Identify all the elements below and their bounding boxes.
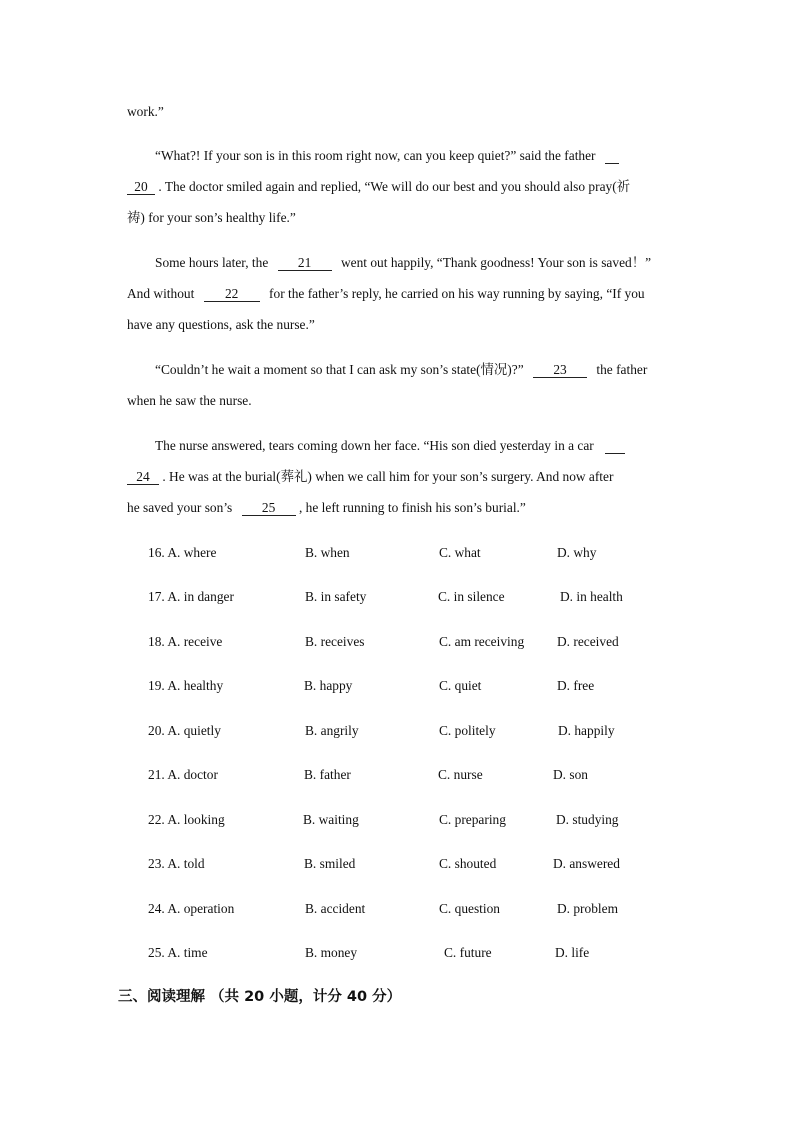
question-number: 22. A. looking [148, 812, 225, 827]
passage-text: he saved your son’s [127, 500, 233, 515]
passage-line [127, 469, 613, 485]
option-c: C. politely [439, 723, 496, 738]
passage-line: have any questions, ask the nurse.” [127, 317, 315, 332]
passage-text: The nurse answered, tears coming down her face. “His son died yesterday in a car [155, 438, 594, 453]
blank-23: 23 [533, 363, 587, 378]
passage-line [127, 286, 645, 302]
option-d: D. life [555, 945, 590, 960]
option-a: A. told [167, 856, 205, 871]
passage-line [127, 500, 526, 516]
question-number: 24. A. operation [148, 901, 235, 916]
option-c: C. in silence [438, 589, 505, 604]
question-number: 16. A. where [148, 545, 217, 560]
option-d: D. studying [556, 812, 619, 827]
passage-text: “What?! If your son is in this room right now, can you keep quiet?” said the father [155, 148, 596, 163]
option-b: B. smiled [304, 856, 356, 871]
option-a: A. in danger [167, 589, 234, 604]
option-d: D. problem [557, 901, 618, 916]
question-number: 17. A. in danger [148, 589, 234, 604]
option-d: D. happily [558, 723, 615, 738]
passage-text: went out happily, “Thank goodness! Your son is saved！” [340, 255, 652, 270]
passage-text: “Couldn’t he wait a moment so that I can ask my son’s state(情况)?” [155, 362, 524, 377]
section-heading: 三、阅读理解 （共 20 小题，计分 40 分） [118, 989, 402, 1005]
option-c: C. question [439, 901, 501, 916]
passage-text: . The doctor smiled again and replied, “We will do our best and you should also pray(祈 [158, 179, 631, 194]
passage-line: when he saw the nurse. [127, 393, 252, 408]
passage-line: 祷) for your son’s healthy life.” [127, 210, 296, 225]
option-a: A. time [167, 945, 208, 960]
blank-line [605, 149, 619, 164]
blank-20: 20 [127, 180, 155, 195]
passage-text: , he left running to finish his son’s burial.” [298, 500, 526, 515]
passage-line [155, 362, 647, 378]
blank-line [605, 439, 625, 454]
option-d: D. received [557, 634, 619, 649]
option-d: D. son [553, 767, 588, 782]
option-d: D. in health [560, 589, 623, 604]
blank-22: 22 [204, 287, 260, 302]
option-b: B. father [304, 767, 351, 782]
passage-text: And without [127, 286, 195, 301]
option-a: A. quietly [167, 723, 221, 738]
question-number: 21. A. doctor [148, 767, 218, 782]
option-c: C. preparing [439, 812, 506, 827]
question-number: 25. A. time [148, 945, 208, 960]
option-c: C. nurse [438, 767, 483, 782]
question-number: 20. A. quietly [148, 723, 221, 738]
option-a: A. operation [167, 901, 235, 916]
option-a: A. looking [167, 812, 225, 827]
option-b: B. accident [305, 901, 366, 916]
passage-text: the father [596, 362, 648, 377]
option-d: D. why [557, 545, 597, 560]
option-a: A. where [167, 545, 217, 560]
blank-21: 21 [278, 256, 332, 271]
option-b: B. money [305, 945, 358, 960]
passage-line: work.” [127, 104, 164, 119]
passage-text: for the father’s reply, he carried on his way running by saying, “If you [269, 286, 645, 301]
blank-25: 25 [242, 501, 296, 516]
passage-line [155, 148, 619, 164]
option-b: B. in safety [305, 589, 367, 604]
option-b: B. receives [305, 634, 365, 649]
passage-text: Some hours later, the [155, 255, 269, 270]
question-number: 23. A. told [148, 856, 205, 871]
option-c: C. quiet [439, 678, 482, 693]
option-b: B. happy [304, 678, 353, 693]
passage-line [155, 255, 651, 271]
option-a: A. healthy [167, 678, 224, 693]
blank-24: 24 [127, 470, 159, 485]
option-c: C. am receiving [439, 634, 525, 649]
passage-text: . He was at the burial(葬礼) when we call him for your son’s surgery. And now after [162, 469, 614, 484]
option-a: A. doctor [167, 767, 218, 782]
option-d: D. free [557, 678, 595, 693]
option-d: D. answered [553, 856, 620, 871]
passage-line [127, 179, 630, 195]
passage-line [155, 438, 625, 454]
question-number: 18. A. receive [148, 634, 223, 649]
option-b: B. angrily [305, 723, 359, 738]
option-c: C. future [444, 945, 492, 960]
option-b: B. waiting [303, 812, 359, 827]
option-c: C. what [439, 545, 481, 560]
option-c: C. shouted [439, 856, 497, 871]
question-number: 19. A. healthy [148, 678, 224, 693]
option-b: B. when [305, 545, 350, 560]
option-a: A. receive [167, 634, 223, 649]
